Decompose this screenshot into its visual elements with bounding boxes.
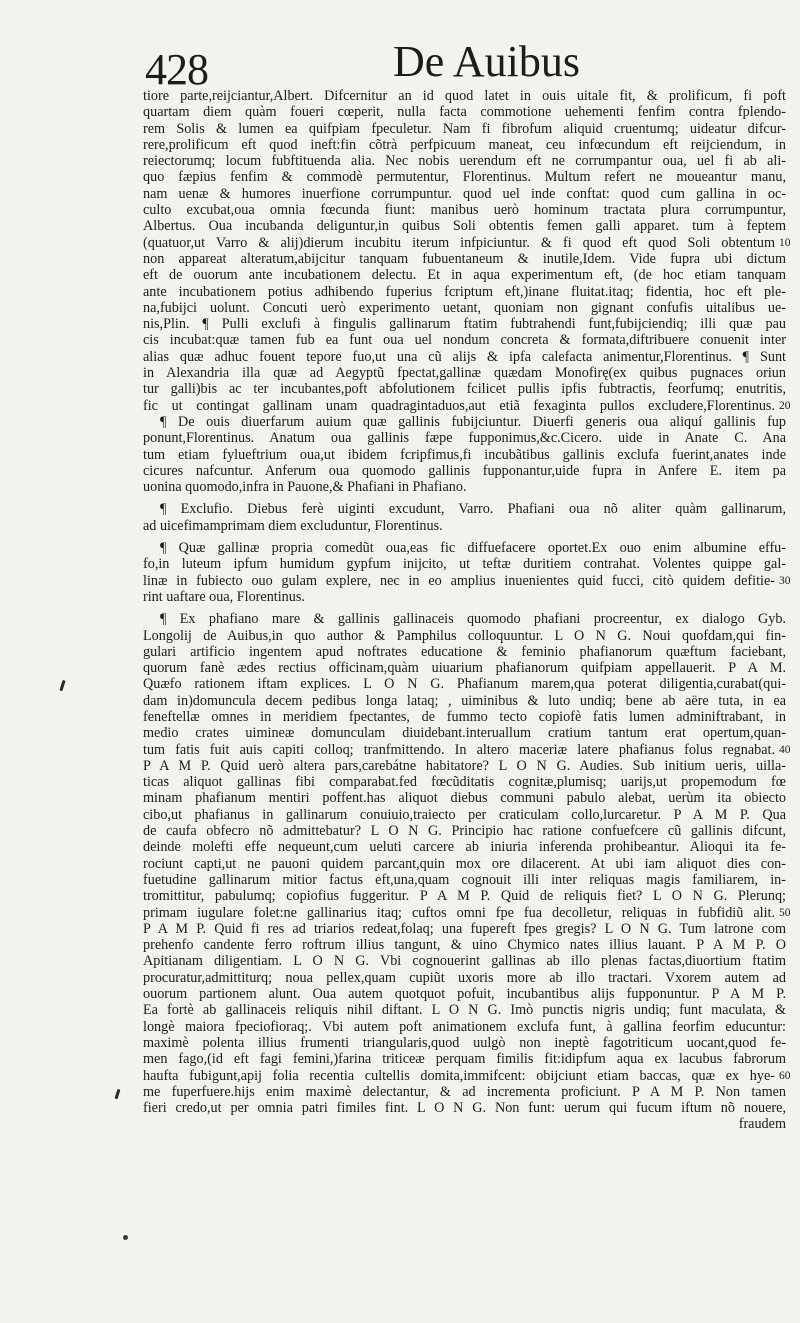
margin-line-number: 30 [779,574,791,587]
text-line: me fuperfuere.hijs enim maximè delectantur, & ad incrementa proficiunt. P A M P. Non tamen [143,1083,786,1100]
text-line: dam in)domuncula decem pedibus longa lataq; , uiminibus & luto undiq; bene ab aëre tuta, in ea [143,692,786,709]
paragraph-start-line: ¶ Ex phafiano mare & gallinis gallinaceis quomodo phafiani procreentur, ex dialogo Gyb. [160,611,786,628]
paragraph-start-line: ¶ De ouis diuerfarum auium quæ gallinis fubijciuntur. Diuerfi generis oua aliquí gallinis fup [160,413,786,430]
text-line: ponunt,Florentinus. Anatum oua gallinis fæpe fupponimus,&c.Cicero. uide in Anate C. Ana [143,430,786,447]
text-line: rociunt capti,ut ne pauoni quidem parcant,quin mox ore dilacerent. At ubi iam aliquot dies con- [143,855,786,872]
text-line: tiore parte,reijciantur,Albert. Difcernitur an id quod latet in ouis uitale fit, & prolificum, fi poft [143,88,786,104]
text-line: prehenfo candente ferro roftrum illius tangunt, & uino Chymico nates illius lauant. P A M P. O [143,937,786,954]
text-line: ante incubationem potius adhibendo fuperius fcriptum eft,)inane fluitat.itaq; fidentia, hoc eft ple- [143,283,786,300]
text-line: medio crates uimineæ domunculam diuidebant.interuallum cratium tantum erat opertum,quan- [143,725,786,742]
numbered-line [143,397,791,414]
paragraph-end-line: uonina quomodo,infra in Pauone,& Phafiani in Phafiano. [143,479,467,496]
text-line: quartam diem quàm foueri cœperit, nulla facta commotione uehementi fenfim contra fplendo- [143,104,786,121]
text-line: maximè polenta illius frumenti triangularis,quod uulgò non ineptè fagotriticum uocant,quod fe- [143,1034,786,1051]
text-line: P A M P. Quid fi res ad triarios redeat,folaq; una fupereft fpes gregis? L O N G. Tum latrone com [143,920,786,937]
text-line: cicures nafcuntur. Anferum oua quomodo gallinis fupponantur,uide fupra in Anfere E. item pa [143,462,786,479]
margin-line-number: 20 [779,399,791,412]
paragraph-end-line: rint uaftare oua, Florentinus. [143,588,305,605]
text-line: P A M P. Quid uerò altera pars,carebátne habitatore? L O N G. Audies. Sub initium ueris, uilla- [143,757,786,774]
text-line: ouorum partionem alunt. Oua autem quotquot pofuit, incubantibus alijs fupponuntur. P A M P. [143,986,786,1003]
numbered-line [143,741,791,758]
paragraph-start-line: ¶ Exclufio. Diebus ferè uiginti excudunt, Varro. Phafiani oua nõ aliter quàm gallinarum, [160,501,786,518]
ink-mark [59,680,65,691]
running-title: De Auibus [393,37,580,86]
text-line: non appareat alteratum,abijcitur tanquam fubuentaneum & inutile,Idem. Vide fupra ubi dictum [143,250,786,267]
paragraph-end-line: ad uicefimamprimam diem excluduntur, Florentinus. [143,517,443,534]
text-line: alias quæ adhuc fouent tepore fuo,ut una cũ alijs & ipfa calefacta animentur,Florentinus. ¶ Sunt [143,348,786,365]
text-line: Longolij de Auibus,in quo author & Pamphilus colloquuntur. L O N G. Noui quofdam,qui fin- [143,627,786,644]
text-line: rem Solis & lumen ea quifpiam fpeculetur. Nam fi fibrofum aliquid cruentumq; uideatur difcur- [143,120,786,137]
text-line: nis,Plin. ¶ Pulli exclufi à fingulis gallinarum ftatim fubtrahendi funt,fubijciendiq; illi quæ pau [143,316,786,333]
text-line: fo,in luteum ipfum humidum gypfum inijcito, ut teftæ duritiem contrahat. Volentes quippe gal- [143,556,786,573]
text-line: de caufa obfecro nõ admittebatur? L O N G. Principio hac ratione confuefcere cũ gallinis difcunt, [143,823,786,840]
text-line: primam iugulare folet:ne gallinarius itaq; cuftos omni fpe fua decolletur, reliquas in fubfidiũ alit. [143,904,775,921]
text-line: rere,prolificum eft quod ineft:fin cõtrà perfpicuum maneat, ceu infœcundum eft reijciendum, in [143,136,786,153]
margin-line-number: 10 [779,236,791,249]
text-line: minam phafianum mentiri poffent.has aliquot diebus communi pabulo alebat, uerùm ita obiecto [143,790,786,807]
text-line: haufta fubigunt,apij folia recentia cultellis domita,immifcent: obijciunt etiam baccas, quæ ex hye- [143,1067,775,1084]
text-line: longè maiora fpeciofioraq;. Vbi autem poft animationem exclufa funt, à gallina feorfim educuntur: [143,1018,786,1035]
text-line: Ea fortè ab gallinaceis reliquis nihil diftant. L O N G. Imò punctis nigris undiq; funt maculata, & [143,1002,786,1019]
text-line: culto excubat,oua omnia fœcunda fiunt: manibus uerò hominum tractata plura corrumpuntur, [143,202,786,219]
margin-line-number: 50 [779,906,791,919]
text-line: cis incubat:quæ tamen fub ea funt oua uel nondum concreta & formata,diftribuere conuenit inter [143,332,786,349]
page-number: 428 [145,45,208,94]
text-line: Apitianam diligentiam. L O N G. Vbi cognouerint gallinas ab illo plenas factas,diuortium ftatim [143,953,786,970]
text-line: eft de ouorum ante incubationem delectu. Et in aqua experimentum eft, (de hoc etiam tanquam [143,267,786,284]
text-line: quo fæpius fenfim & commodè permutentur, Florentinus. Multum refert ne moueantur manu, [143,169,786,186]
ink-mark [115,1089,120,1099]
margin-line-number: 60 [779,1069,791,1082]
ink-dot [123,1235,128,1240]
text-line: men fago,(id eft fagi femini,)farina triticeæ perquam fimilis fit:idipfum aqua ex lacubus fabrorum [143,1051,786,1068]
text-line: tromittitur, pabulumq; copiofius fuggeritur. P A M P. Quid de reliquis fiet? L O N G. Plerunq; [143,888,786,905]
catchword: fraudem [738,1116,786,1133]
text-line: Albertus. Oua incubanda deliguntur,in quibus Soli obtentis femen galli apparet. tum à feptem [143,218,786,235]
text-line: tur galli)bis ac ter incubantes,poft abfolutionem fcilicet pullis ipfis fubtractis, feorfumq; enutritis, [143,381,786,398]
text-line: ticas aliquot gallinas fibi comparabat.fed fœcũditatis cognitæ,plumisq; uarijs,ut propemodum fœ [143,774,786,791]
text-line: tum fatis fuit auis capiti colloq; tranfmittendo. In altero maceriæ latere phafianus folus regnabat. [143,741,775,758]
text-line: procuratur,admittiturq; noua pellex,quam cupiũt uxoris more ab illo tractari. Vxorem autem ad [143,969,786,986]
numbered-line [143,572,791,589]
text-line: Quæfo rationem iftam explices. L O N G. Phafianum marem,qua poterat diligentia,curabat(qui- [143,676,786,693]
text-line: tum etiam fylueftrium oua,ut ibidem fcripfimus,fi incubãtibus gallinis exclufa fuerint,anates inde [143,446,786,463]
text-line: fic ut contingat gallinam unam quadragintaduos,aut etiã fexaginta pullos excludere,Florentinus. [143,397,775,414]
text-block [143,88,791,1133]
text-line: in Alexandria illa quæ ad Aegyptũ fpectat,gallinæ quædam Monofirę(ex quibus pugnaces oriun [143,365,786,382]
numbered-line [143,904,791,921]
margin-line-number: 40 [779,743,791,756]
text-line: feneftellæ omnes in meridiem fpectantes, de fummo tecto copiofè fatis lumen adminiftrabant, in [143,708,786,725]
paragraph-start-line: ¶ Quæ gallinæ propria comedũt oua,eas fic diffuefacere oportet.Ex ouo enim albumine effu- [160,540,786,557]
numbered-line [143,234,791,251]
text-line: cibo,ut phafianus in gallinarum conuiuio,traiecto per craticulam collo,lurcaretur. P A M P. Qua [143,806,786,823]
text-line: deinde molefti effe nequeunt,cum ueluti carcere ab iniuria inferenda prohibeantur. Alioqui ita fe- [143,839,786,856]
text-line: quorum fanè ædes rectius officinam,quàm uiuarium phafianorum quifpiam appellauerit. P A M. [143,660,786,677]
text-line: reiectorumq; locum fubftituenda alia. Nec nobis uerendum eft ne corrumpantur oua, uel fi ab ali- [143,153,786,170]
text-line: fieri credo,ut per omnia patri fimiles fint. L O N G. Non funt: uerum qui fucum iftum nõ nouere, [143,1100,786,1117]
text-line: na,fubijci uolunt. Concuti uerò experimento uetant, quoniam non gignant confufis uitalibus ue- [143,299,786,316]
text-line: fuetudine gallinarum mitior factus eft,una,quam cognouit illi inter reliquas magis familiarem, in- [143,871,786,888]
text-line: nam uenæ & humores inuerfione corrumpuntur. quod uel inde conftat: quod cum gallina in oc- [143,185,786,202]
text-line: gulari artificio ingentem apud noftrates educatione & feminio phafianorum quæftum faciebant, [143,643,786,660]
numbered-line [143,1067,791,1084]
text-line: (quatuor,ut Varro & alij)dierum incubitu iterum infpiciuntur. & fi quod eft quod Soli obtentum [143,234,775,251]
text-line: linæ in fubiecto ouo gulam explere, nec in eo amplius inuenientes quid fucci, citò quidem defitie- [143,572,775,589]
